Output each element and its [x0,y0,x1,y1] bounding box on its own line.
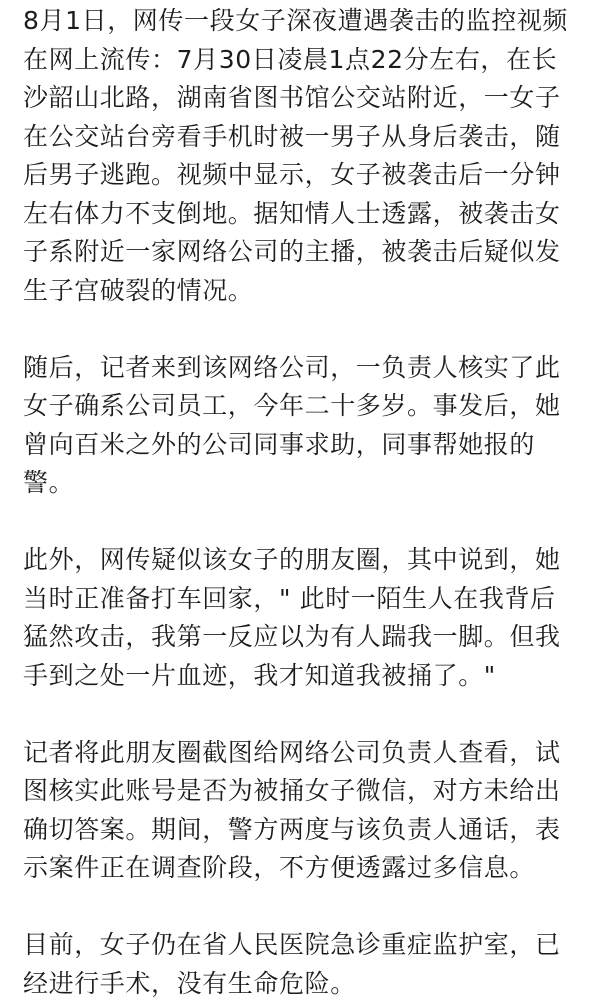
text-line: 女子确系公司员工，今年二十多岁。事发后，她 [23,387,583,426]
text-line: 后男子逃跑。视频中显示，女子被袭击后一分钟 [23,156,583,195]
text-line: 生子宫破裂的情况。 [23,272,583,311]
text-line: 在网上流传：7月30日凌晨1点22分左右，在长 [23,41,583,80]
text-line: 图核实此账号是否为被捅女子微信，对方未给出 [23,772,583,811]
text-line: 手到之处一片血迹，我才知道我被捅了。" [23,657,583,696]
paragraph-social-post [23,541,583,695]
text-line: 猛然攻击，我第一反应以为有人踹我一脚。但我 [23,618,583,657]
text-line: 警。 [23,464,583,503]
text-line: 当时正准备打车回家，" 此时一陌生人在我背后 [23,580,583,619]
text-line: 记者将此朋友圈截图给网络公司负责人查看，试 [23,734,583,773]
text-line: 此外，网传疑似该女子的朋友圈，其中说到，她 [23,541,583,580]
paragraph-police-contact [23,734,583,888]
text-line: 目前，女子仍在省人民医院急诊重症监护室，已 [23,926,583,965]
paragraph-incident [23,2,583,310]
text-line: 左右体力不支倒地。据知情人士透露，被袭击女 [23,195,583,234]
paragraph-current-status [23,926,583,1003]
text-line: 8月1日，网传一段女子深夜遭遇袭击的监控视频 [23,2,583,41]
text-line: 示案件正在调查阶段，不方便透露过多信息。 [23,849,583,888]
text-line: 确切答案。期间，警方两度与该负责人通话，表 [23,811,583,850]
text-line: 曾向百米之外的公司同事求助，同事帮她报的 [23,426,583,465]
paragraph-company-verification [23,349,583,503]
text-line: 随后，记者来到该网络公司，一负责人核实了此 [23,349,583,388]
text-line: 子系附近一家网络公司的主播，被袭击后疑似发 [23,233,583,272]
article-body [23,2,583,1003]
text-line: 经进行手术，没有生命危险。 [23,965,583,1003]
text-line: 在公交站台旁看手机时被一男子从身后袭击，随 [23,118,583,157]
text-line: 沙韶山北路，湖南省图书馆公交站附近，一女子 [23,79,583,118]
